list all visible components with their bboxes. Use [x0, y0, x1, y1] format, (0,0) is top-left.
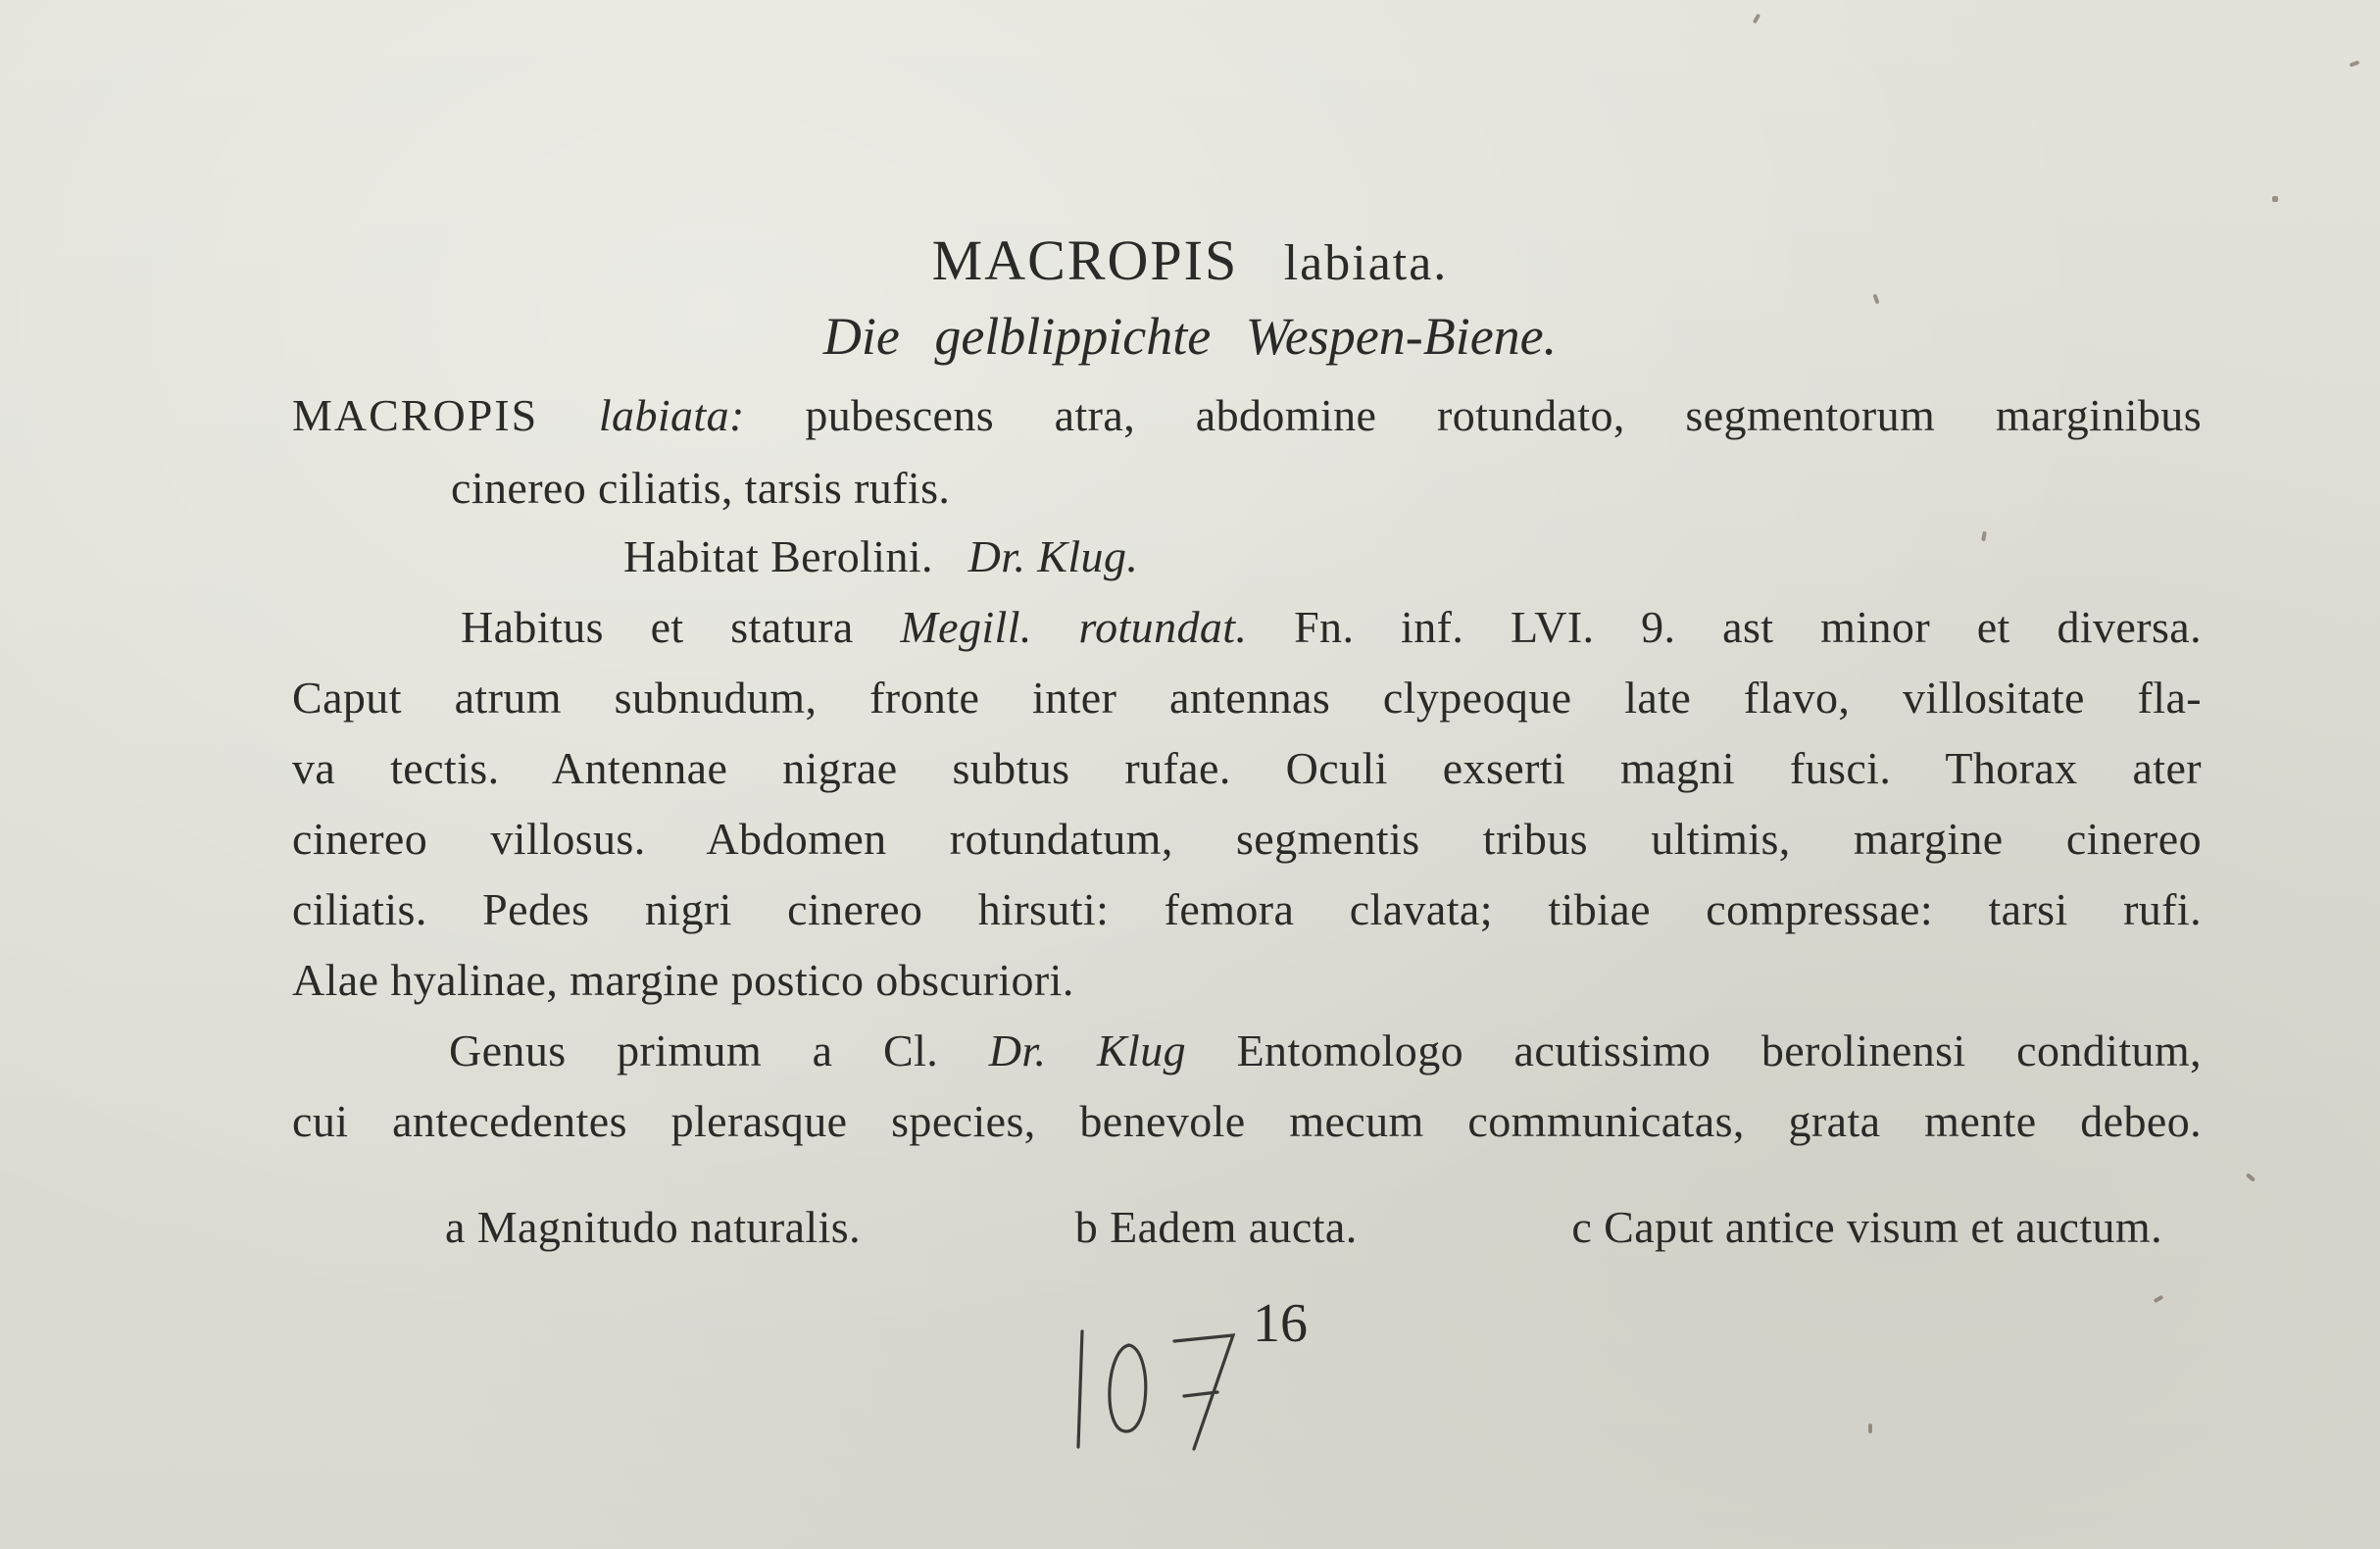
figure-b: b Eadem aucta.	[1074, 1202, 1358, 1252]
diagnosis-species: labiata:	[598, 390, 745, 440]
paper-speck	[1753, 14, 1760, 25]
description-line-5: ciliatis. Pedes nigri cinereo hirsuti: femora clavata; tibiae compressae: tarsi rufi.	[292, 884, 2202, 934]
page-subtitle: Die gelblippichte Wespen-Biene.	[822, 307, 1558, 366]
diagnosis-genus: MACROPIS	[292, 390, 539, 440]
paper-speck	[1872, 294, 1879, 305]
diagnosis-line-1	[292, 388, 2202, 443]
description-line-4: cinereo villosus. Abdomen rotundatum, segmentis tribus ultimis, margine cinereo	[292, 814, 2202, 864]
handwritten-number-107	[1068, 1302, 1245, 1459]
figure-a: a Magnitudo naturalis.	[445, 1202, 861, 1252]
genus-note-line-2: cui antecedentes plerasque species, benevole mecum communicatas, grata mente debeo.	[292, 1096, 2202, 1146]
genus-note-author: Dr. Klug	[988, 1025, 1187, 1075]
description-line-2: Caput atrum subnudum, fronte inter antennas clypeoque late flavo, villositate fla-	[292, 673, 2202, 723]
title-genus: MACROPIS	[931, 228, 1239, 292]
diagnosis-text-1: pubescens atra, abdomine rotundato, segmentorum marginibus	[805, 390, 2203, 440]
description-line1-a: Habitus et statura	[461, 602, 854, 652]
diagnosis-line-2: cinereo ciliatis, tarsis rufis.	[451, 463, 951, 513]
paper-speck	[2272, 196, 2278, 202]
genus-note-line-1	[449, 1024, 2202, 1078]
paper-speck	[2154, 1295, 2164, 1303]
habitat-text: Habitat Berolini.	[623, 531, 933, 581]
paper-speck	[2246, 1173, 2256, 1181]
habitat-line	[623, 529, 2380, 584]
paper-speck	[2350, 60, 2360, 67]
description-reference: Megill. rotundat.	[900, 602, 1248, 652]
figure-legend	[445, 1200, 2162, 1255]
habitat-author: Dr. Klug.	[967, 531, 1139, 581]
title-species: labiata.	[1283, 235, 1449, 291]
page-title	[0, 227, 2380, 293]
figure-c: c Caput antice visum et auctum.	[1571, 1202, 2162, 1252]
paper-speck	[1868, 1424, 1872, 1433]
genus-note-b: Entomologo acutissimo berolinensi conditum,	[1236, 1025, 2202, 1075]
description-line1-b: Fn. inf. LVI. 9. ast minor et diversa.	[1294, 602, 2202, 652]
description-line-3: va tectis. Antennae nigrae subtus rufae. Oculi exserti magni fusci. Thorax ater	[292, 743, 2202, 793]
description-line-1	[461, 600, 2202, 655]
genus-note-a: Genus primum a Cl.	[449, 1025, 939, 1075]
page-number: 16	[1253, 1293, 1308, 1354]
description-line-6: Alae hyalinae, margine postico obscuriori.	[292, 955, 1074, 1005]
